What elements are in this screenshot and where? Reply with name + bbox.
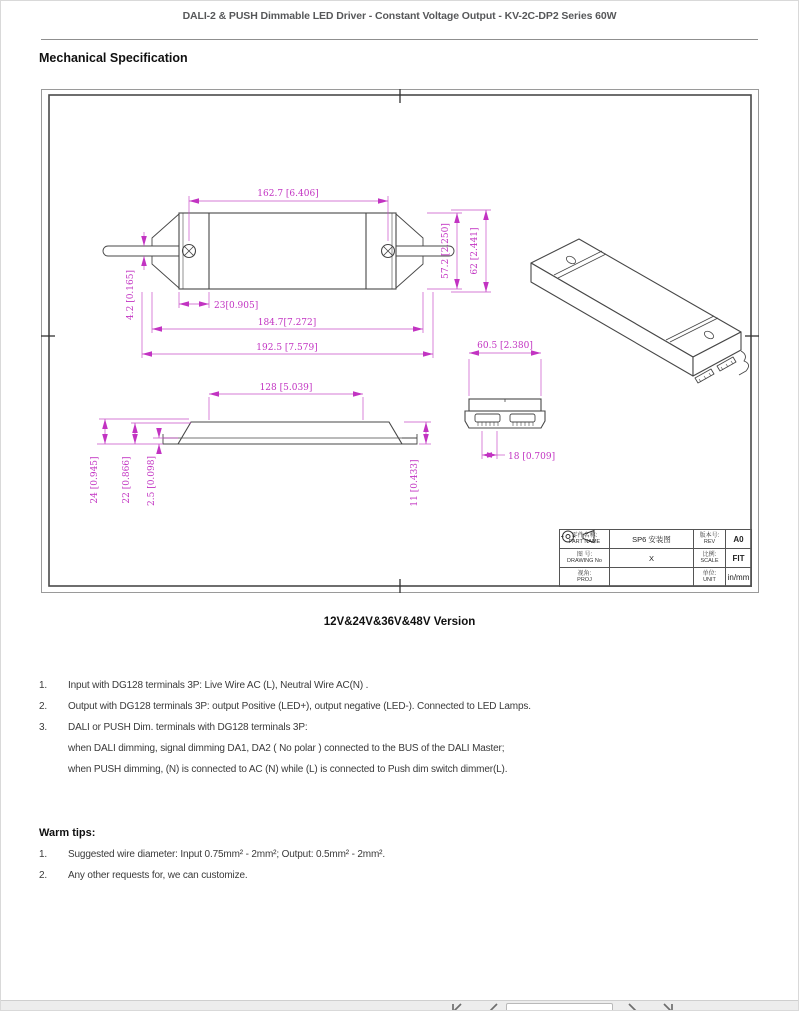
note-item-2 [39, 701, 770, 712]
mounting-screw-right [382, 245, 395, 258]
dim-overall-height: 62 [2.441] [470, 227, 480, 275]
note-number: 3. [39, 722, 48, 733]
top-view-dimensions [142, 196, 491, 358]
note-item-3 [39, 722, 770, 733]
isometric-view [531, 239, 749, 383]
note-number: 1. [39, 680, 48, 691]
note-text: Output with DG128 terminals 3P: output Positive (LED+), output negative (LED-). Connected to LED Lamps. [68, 701, 531, 712]
note-text: Input with DG128 terminals 3P: Live Wire AC (L), Neutral Wire AC(N) . [68, 680, 369, 691]
title-block-unit-value: in/mm [726, 568, 752, 587]
side-view-dimensions [97, 394, 431, 454]
previous-page-icon[interactable] [487, 1003, 501, 1011]
first-page-icon[interactable] [450, 1003, 464, 1011]
top-view [103, 213, 454, 289]
title-block-proj-label: 视角: PROJ [560, 568, 610, 587]
title-block-part-name-value: SP6 安装图 [610, 530, 694, 549]
title-block-drawing-no-label: 图 号: DRAWING No [560, 549, 610, 568]
dim-side-overall-height: 24 [0.945] [90, 456, 100, 504]
tip-number: 2. [39, 870, 48, 881]
note-number: 2. [39, 701, 48, 712]
note-text: DALI or PUSH Dim. terminals with DG128 terminals 3P: [68, 722, 308, 733]
note-item-1 [39, 680, 770, 691]
page-header-title: DALI-2 & PUSH Dimmable LED Driver - Constant Voltage Output - KV-2C-DP2 Series 60W [182, 10, 617, 22]
note-item-3-line-3: when PUSH dimming, (N) is connected to AC (N) while (L) is connected to Push dim switch dimmer(L). [68, 764, 508, 775]
dim-side-top-length: 128 [5.039] [259, 383, 313, 393]
title-block-scale-value: FIT [726, 549, 752, 568]
title-block-unit-label: 单位: UNIT [694, 568, 726, 587]
dim-side-body-height: 22 [0.866] [122, 456, 132, 504]
title-block-drawing-no-value: X [610, 549, 694, 568]
dim-side-base-plate: 2.5 [0.098] [147, 456, 157, 506]
note-item-3-line-2: when DALI dimming, signal dimming DA1, DA2 ( No polar ) connected to the BUS of the DALI Master; [68, 743, 505, 754]
tip-number: 1. [39, 849, 48, 860]
projection-symbol-icon [610, 568, 694, 587]
mechanical-drawing [41, 89, 759, 593]
title-block-part-name-label: 零件名称: PART NAME [560, 530, 610, 549]
title-block-scale-label: 比例: SCALE [694, 549, 726, 568]
title-block [559, 529, 751, 586]
side-view [163, 422, 417, 444]
warm-tip-2 [39, 870, 770, 881]
last-page-icon[interactable] [661, 1003, 675, 1011]
page-number-input[interactable] [506, 1003, 613, 1011]
dim-side-end-height: 11 [0.433] [410, 459, 420, 507]
dim-end-width: 60.5 [2.380] [477, 341, 533, 351]
pager-toolbar [1, 1000, 798, 1011]
end-view-dimensions [469, 353, 541, 459]
tip-text: Any other requests for, we can customize. [68, 870, 248, 881]
dim-screw-offset: 23[0.905] [214, 301, 259, 311]
dim-mount-span: 184.7[7.272] [257, 318, 317, 328]
end-view [465, 399, 545, 428]
dim-overall-length: 192.5 [7.579] [256, 343, 318, 353]
dim-top-length: 162.7 [6.406] [257, 189, 319, 199]
warm-tip-1 [39, 849, 770, 860]
header-divider [41, 39, 758, 40]
dim-terminal-offset: 18 [0.709] [508, 452, 556, 462]
dim-tab-slot: 4.2 [0.165] [126, 270, 136, 320]
drawing-sheet [41, 89, 759, 593]
title-block-rev-label: 版本号: REV [694, 530, 726, 549]
warm-tips-heading: Warm tips: [39, 827, 96, 839]
mounting-screw-left [183, 245, 196, 258]
tip-text: Suggested wire diameter: Input 0.75mm² - 2mm²; Output: 0.5mm² - 2mm². [68, 849, 385, 860]
dim-body-height: 57.2 [2.250] [441, 223, 451, 279]
version-caption: 12V&24V&36V&48V Version [323, 616, 476, 628]
section-heading: Mechanical Specification [39, 51, 188, 65]
next-page-icon[interactable] [625, 1003, 639, 1011]
title-block-rev-value: A0 [726, 530, 752, 549]
